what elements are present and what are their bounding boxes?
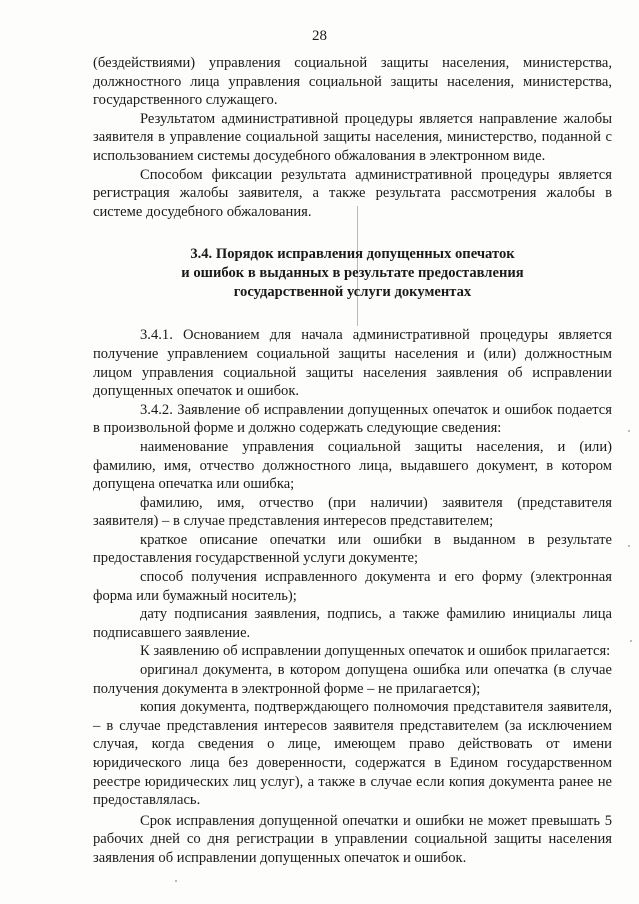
scan-artifact-dot [175, 880, 177, 882]
paragraph-top-3: Способом фиксации результата административной процедуры является регистрация жалобы заявителя, а также результата рассмотрения жалобы в системе досудебного обжалования. [93, 166, 612, 220]
section-heading [93, 245, 612, 302]
section-heading-line-1: 3.4. Порядок исправления допущенных опечаток [190, 246, 515, 263]
paragraph-3-4-1: 3.4.1. Основанием для начала административной процедуры является получение управлением социальной защиты населения и (или) должностным лицом управления социальной защиты населения заявления об исправлении допущенных опечаток и ошибок. [93, 327, 612, 400]
list-item-authority-name: наименование управления социальной защиты населения, и (или) фамилию, имя, отчество должностного лица, выдавшего документ, в котором допущена опечатка или ошибка; [93, 438, 612, 493]
paragraph-top-2: Результатом административной процедуры является направление жалобы заявителя в управление социальной защиты населения, министерство, поданной с использованием системы досудебного обжалования в электронном виде. [93, 110, 612, 164]
list-item-receipt-method: способ получения исправленного документа и его форму (электронная форма или бумажный носитель); [93, 569, 612, 604]
scan-artifact-dot [628, 545, 630, 547]
scan-artifact-dot [628, 430, 630, 432]
list-item-signature-date: дату подписания заявления, подпись, а также фамилию инициалы лица подписавшего заявление. [93, 606, 612, 641]
scan-artifact-dot [630, 640, 632, 642]
page-number: 28 [312, 28, 327, 44]
list-item-original-document: оригинал документа, в котором допущена ошибка или опечатка (в случае получения документа в электронной форме – не прилагается); [93, 662, 612, 697]
list-item-error-description: краткое описание опечатки или ошибки в выданном в результате предоставления государственной услуги документе; [93, 531, 612, 567]
list-item-applicant-name: фамилию, имя, отчество (при наличии) заявителя (представителя заявителя) – в случае представления интересов представителем; [93, 494, 612, 530]
paragraph-3-4-2: 3.4.2. Заявление об исправлении допущенных опечаток и ошибок подается в произвольной форме и должно содержать следующие сведения: [93, 401, 612, 437]
paragraph-top-1: (бездействиями) управления социальной защиты населения, министерства, должностного лица управления социальной защиты населения, министерства, государственного служащего. [93, 55, 612, 109]
list-item-representative-copy: копия документа, подтверждающего полномочия представителя заявителя, – в случае представления интересов заявителя представителем (за исключением случая, когда сведения о лице, имеющем право действовать от имени юридического лица без доверенности, содержатся в Едином государственном реестре юридических лиц услуг), а также в случае если копия документа ранее не предоставлялась. [93, 699, 612, 809]
section-heading-line-3: государственной услуги документах [233, 284, 472, 301]
paragraph-correction-deadline: Срок исправления допущенной опечатки и ошибки не может превышать 5 рабочих дней со дня регистрации в управлении социальной защиты населения заявления об исправлении допущенных опечаток и ошибок. [93, 812, 612, 866]
paragraph-attachments: К заявлению об исправлении допущенных опечаток и ошибок прилагается: [140, 643, 611, 660]
section-heading-line-2: и ошибок в выданных в результате предоставления [181, 265, 524, 282]
document-body [93, 54, 612, 868]
